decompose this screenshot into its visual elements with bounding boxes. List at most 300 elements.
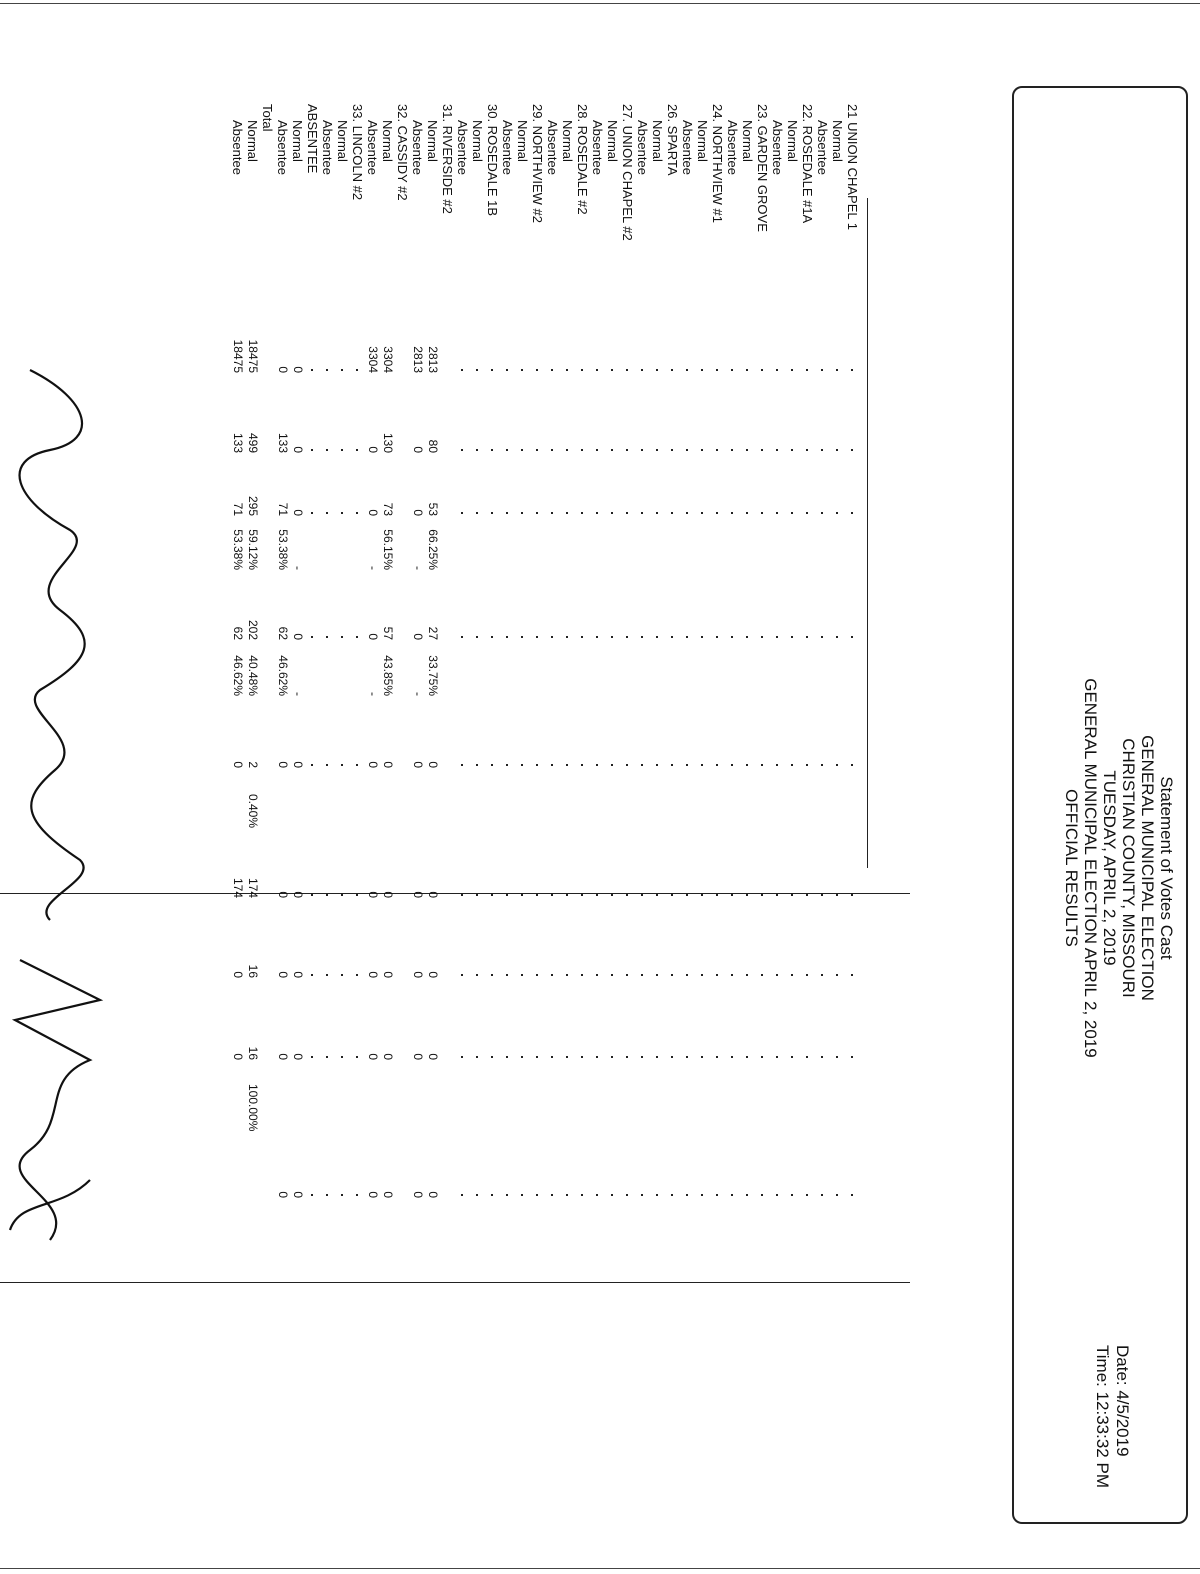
vote-cell: - — [291, 692, 305, 696]
empty-cell-dot — [311, 894, 313, 896]
empty-cell-dot — [491, 1194, 493, 1196]
empty-cell-dot — [626, 636, 628, 638]
empty-cell-dot — [701, 449, 703, 451]
empty-cell-dot — [326, 764, 328, 766]
empty-cell-dot — [506, 1194, 508, 1196]
vote-cell: 0 — [381, 1053, 395, 1060]
empty-cell-dot — [776, 369, 778, 371]
empty-cell-dot — [611, 764, 613, 766]
vote-cell: 16 — [246, 964, 260, 978]
empty-cell-dot — [806, 1056, 808, 1058]
vote-cell: 59.12% — [246, 529, 260, 570]
vote-cell: 0 — [231, 761, 245, 768]
report-title-line: OFFICIAL RESULTS — [1062, 789, 1081, 947]
empty-cell-dot — [701, 512, 703, 514]
empty-cell-dot — [686, 369, 688, 371]
row-sublabel: Absentee — [815, 120, 830, 175]
empty-cell-dot — [491, 764, 493, 766]
row-sublabel: Normal — [560, 120, 575, 162]
vote-cell: 0 — [411, 1191, 425, 1198]
vote-cell: 0 — [276, 1053, 290, 1060]
empty-cell-dot — [626, 894, 628, 896]
vote-cell: 73 — [381, 502, 395, 516]
empty-cell-dot — [596, 449, 598, 451]
empty-cell-dot — [626, 764, 628, 766]
empty-cell-dot — [761, 974, 763, 976]
empty-cell-dot — [356, 1194, 358, 1196]
empty-cell-dot — [326, 636, 328, 638]
empty-cell-dot — [356, 512, 358, 514]
vote-cell: 40.48% — [246, 655, 260, 696]
empty-cell-dot — [716, 449, 718, 451]
empty-cell-dot — [476, 449, 478, 451]
vote-cell: 53.38% — [231, 529, 245, 570]
empty-cell-dot — [776, 764, 778, 766]
precinct-name: Total — [260, 104, 275, 132]
empty-cell-dot — [791, 1194, 793, 1196]
empty-cell-dot — [671, 369, 673, 371]
row-sublabel: Absentee — [635, 120, 650, 175]
empty-cell-dot — [686, 1056, 688, 1058]
empty-cell-dot — [731, 894, 733, 896]
report-title-line: TUESDAY, APRIL 2, 2019 — [1100, 770, 1119, 966]
empty-cell-dot — [536, 636, 538, 638]
vote-cell: 0 — [381, 891, 395, 898]
empty-cell-dot — [626, 974, 628, 976]
empty-cell-dot — [596, 512, 598, 514]
row-sublabel: Normal — [335, 120, 350, 162]
empty-cell-dot — [851, 369, 853, 371]
empty-cell-dot — [521, 636, 523, 638]
empty-cell-dot — [476, 369, 478, 371]
empty-cell-dot — [506, 369, 508, 371]
empty-cell-dot — [656, 449, 658, 451]
vote-cell: 0 — [291, 971, 305, 978]
empty-cell-dot — [716, 894, 718, 896]
precinct-name: 23. GARDEN GROVE — [755, 104, 770, 232]
vote-cell: 0 — [426, 971, 440, 978]
vote-cell: 0 — [231, 971, 245, 978]
empty-cell-dot — [821, 894, 823, 896]
row-sublabel: Absentee — [365, 120, 380, 175]
report-timestamp — [1092, 1345, 1132, 1488]
empty-cell-dot — [716, 974, 718, 976]
empty-cell-dot — [611, 974, 613, 976]
empty-cell-dot — [746, 764, 748, 766]
empty-cell-dot — [776, 894, 778, 896]
empty-cell-dot — [476, 974, 478, 976]
vote-cell: 0 — [411, 446, 425, 453]
vote-cell: 0 — [366, 1191, 380, 1198]
empty-cell-dot — [341, 764, 343, 766]
empty-cell-dot — [851, 894, 853, 896]
vote-cell: 33.75% — [426, 655, 440, 696]
vote-cell: 27 — [426, 626, 440, 640]
empty-cell-dot — [836, 636, 838, 638]
empty-cell-dot — [476, 512, 478, 514]
empty-cell-dot — [461, 512, 463, 514]
empty-cell-dot — [851, 636, 853, 638]
empty-cell-dot — [551, 449, 553, 451]
empty-cell-dot — [806, 974, 808, 976]
empty-cell-dot — [701, 1194, 703, 1196]
row-sublabel: Normal — [605, 120, 620, 162]
vote-cell: 174 — [246, 877, 260, 898]
vote-cell: 2813 — [426, 346, 440, 373]
empty-cell-dot — [641, 512, 643, 514]
row-sublabel: Absentee — [725, 120, 740, 175]
row-sublabel: Absentee — [590, 120, 605, 175]
empty-cell-dot — [656, 1194, 658, 1196]
empty-cell-dot — [701, 1056, 703, 1058]
empty-cell-dot — [311, 764, 313, 766]
vote-cell: 133 — [231, 432, 245, 453]
empty-cell-dot — [731, 974, 733, 976]
empty-cell-dot — [536, 1056, 538, 1058]
empty-cell-dot — [461, 369, 463, 371]
empty-cell-dot — [551, 764, 553, 766]
empty-cell-dot — [836, 1056, 838, 1058]
empty-cell-dot — [551, 636, 553, 638]
empty-cell-dot — [761, 764, 763, 766]
empty-cell-dot — [686, 512, 688, 514]
row-sublabel: Absentee — [500, 120, 515, 175]
empty-cell-dot — [731, 1056, 733, 1058]
empty-cell-dot — [731, 764, 733, 766]
row-sublabel: Normal — [290, 120, 305, 162]
empty-cell-dot — [791, 974, 793, 976]
vote-cell: 0 — [426, 1191, 440, 1198]
vote-cell: 0 — [276, 366, 290, 373]
vote-cell: 71 — [231, 502, 245, 516]
vote-cell: 0 — [426, 761, 440, 768]
empty-cell-dot — [356, 369, 358, 371]
empty-cell-dot — [671, 512, 673, 514]
empty-cell-dot — [821, 636, 823, 638]
empty-cell-dot — [536, 894, 538, 896]
vote-cell: 295 — [246, 495, 260, 516]
empty-cell-dot — [821, 764, 823, 766]
empty-cell-dot — [836, 974, 838, 976]
vote-cell: 0 — [291, 1053, 305, 1060]
vote-cell: 0 — [291, 446, 305, 453]
empty-cell-dot — [596, 1056, 598, 1058]
empty-cell-dot — [806, 369, 808, 371]
empty-cell-dot — [686, 449, 688, 451]
row-sublabel: Normal — [380, 120, 395, 162]
empty-cell-dot — [716, 512, 718, 514]
empty-cell-dot — [641, 1056, 643, 1058]
empty-cell-dot — [461, 894, 463, 896]
empty-cell-dot — [581, 764, 583, 766]
empty-cell-dot — [686, 974, 688, 976]
empty-cell-dot — [761, 369, 763, 371]
vote-cell: 0 — [291, 366, 305, 373]
precinct-name: 21 UNION CHAPEL 1 — [845, 104, 860, 230]
vote-cell: 0 — [411, 1053, 425, 1060]
empty-cell-dot — [461, 974, 463, 976]
precinct-name: 26. SPARTA — [665, 104, 680, 176]
empty-cell-dot — [311, 449, 313, 451]
vote-cell: 18475 — [246, 339, 260, 373]
empty-cell-dot — [566, 1056, 568, 1058]
vote-cell: 0 — [276, 1191, 290, 1198]
vote-cell: 56.15% — [381, 529, 395, 570]
vote-cell: 0 — [411, 761, 425, 768]
vote-cell: 130 — [381, 432, 395, 453]
row-sublabel: Absentee — [680, 120, 695, 175]
empty-cell-dot — [536, 449, 538, 451]
vote-cell: 0 — [291, 633, 305, 640]
vote-cell: - — [366, 566, 380, 570]
vote-cell: 53 — [426, 502, 440, 516]
empty-cell-dot — [641, 764, 643, 766]
empty-cell-dot — [626, 369, 628, 371]
empty-cell-dot — [566, 1194, 568, 1196]
vote-cell: 0.40% — [246, 793, 260, 828]
empty-cell-dot — [326, 449, 328, 451]
empty-cell-dot — [311, 369, 313, 371]
vote-cell: 0 — [366, 971, 380, 978]
empty-cell-dot — [461, 764, 463, 766]
row-sublabel: Normal — [830, 120, 845, 162]
vote-cell: - — [411, 566, 425, 570]
empty-cell-dot — [671, 974, 673, 976]
empty-cell-dot — [836, 369, 838, 371]
empty-cell-dot — [611, 369, 613, 371]
empty-cell-dot — [746, 636, 748, 638]
empty-cell-dot — [356, 636, 358, 638]
vote-cell: 0 — [366, 509, 380, 516]
vote-cell: 0 — [411, 971, 425, 978]
empty-cell-dot — [566, 449, 568, 451]
report-title-line: CHRISTIAN COUNTY, MISSOURI — [1119, 738, 1138, 998]
row-sublabel: Absentee — [770, 120, 785, 175]
empty-cell-dot — [551, 1056, 553, 1058]
empty-cell-dot — [491, 512, 493, 514]
report-title-line: Statement of Votes Cast — [1157, 776, 1176, 960]
empty-cell-dot — [626, 1056, 628, 1058]
empty-cell-dot — [701, 894, 703, 896]
empty-cell-dot — [851, 974, 853, 976]
empty-cell-dot — [776, 1194, 778, 1196]
empty-cell-dot — [776, 1056, 778, 1058]
empty-cell-dot — [566, 894, 568, 896]
empty-cell-dot — [851, 764, 853, 766]
empty-cell-dot — [311, 1056, 313, 1058]
empty-cell-dot — [716, 369, 718, 371]
empty-cell-dot — [506, 974, 508, 976]
vote-cell: 66.25% — [426, 529, 440, 570]
vote-cell: 2813 — [411, 346, 425, 373]
empty-cell-dot — [491, 894, 493, 896]
empty-cell-dot — [521, 764, 523, 766]
empty-cell-dot — [641, 1194, 643, 1196]
empty-cell-dot — [836, 764, 838, 766]
empty-cell-dot — [686, 1194, 688, 1196]
empty-cell-dot — [356, 1056, 358, 1058]
precinct-name: 32. CASSIDY #2 — [395, 104, 410, 201]
vote-cell: 0 — [291, 509, 305, 516]
vote-cell: 0 — [276, 891, 290, 898]
clerk-signature — [0, 360, 110, 1260]
precinct-name: 22. ROSEDALE #1A — [800, 104, 815, 224]
vote-cell: 16 — [246, 1046, 260, 1060]
empty-cell-dot — [656, 369, 658, 371]
empty-cell-dot — [671, 764, 673, 766]
vote-cell: 2 — [246, 761, 260, 768]
empty-cell-dot — [566, 764, 568, 766]
empty-cell-dot — [761, 1056, 763, 1058]
precinct-name: 28. ROSEDALE #2 — [575, 104, 590, 215]
vote-cell: 0 — [381, 761, 395, 768]
vote-cell: 57 — [381, 626, 395, 640]
empty-cell-dot — [476, 764, 478, 766]
row-sublabel: Absentee — [275, 120, 290, 175]
empty-cell-dot — [551, 369, 553, 371]
empty-cell-dot — [461, 1056, 463, 1058]
empty-cell-dot — [746, 1194, 748, 1196]
empty-cell-dot — [341, 894, 343, 896]
empty-cell-dot — [821, 1194, 823, 1196]
empty-cell-dot — [611, 894, 613, 896]
empty-cell-dot — [521, 974, 523, 976]
empty-cell-dot — [566, 974, 568, 976]
empty-cell-dot — [746, 449, 748, 451]
vote-cell: 43.85% — [381, 655, 395, 696]
row-sublabel: Normal — [425, 120, 440, 162]
row-sublabel: Absentee — [320, 120, 335, 175]
empty-cell-dot — [341, 974, 343, 976]
empty-cell-dot — [476, 1194, 478, 1196]
empty-cell-dot — [326, 1194, 328, 1196]
vote-cell: 46.62% — [276, 655, 290, 696]
report-time: Time: 12:33:32 PM — [1093, 1345, 1112, 1488]
empty-cell-dot — [491, 1056, 493, 1058]
empty-cell-dot — [716, 1194, 718, 1196]
vote-cell: 0 — [426, 891, 440, 898]
vote-cell: 0 — [411, 633, 425, 640]
precinct-name: 29. NORTHVIEW #2 — [530, 104, 545, 223]
row-sublabel: Normal — [515, 120, 530, 162]
empty-cell-dot — [671, 1056, 673, 1058]
empty-cell-dot — [521, 894, 523, 896]
empty-cell-dot — [596, 764, 598, 766]
empty-cell-dot — [686, 764, 688, 766]
empty-cell-dot — [791, 636, 793, 638]
empty-cell-dot — [851, 449, 853, 451]
vote-cell: 80 — [426, 439, 440, 453]
empty-cell-dot — [326, 512, 328, 514]
empty-cell-dot — [506, 1056, 508, 1058]
empty-cell-dot — [581, 512, 583, 514]
empty-cell-dot — [341, 449, 343, 451]
row-sublabel: Normal — [245, 120, 260, 162]
empty-cell-dot — [596, 1194, 598, 1196]
empty-cell-dot — [656, 636, 658, 638]
precinct-name: 33. LINCOLN #2 — [350, 104, 365, 201]
empty-cell-dot — [761, 894, 763, 896]
vote-cell: 0 — [366, 633, 380, 640]
precinct-name: 31. RIVERSIDE #2 — [440, 104, 455, 214]
report-date: Date: 4/5/2019 — [1113, 1345, 1132, 1457]
precinct-name: 27. UNION CHAPEL #2 — [620, 104, 635, 241]
empty-cell-dot — [506, 449, 508, 451]
empty-cell-dot — [596, 636, 598, 638]
empty-cell-dot — [476, 894, 478, 896]
empty-cell-dot — [731, 369, 733, 371]
empty-cell-dot — [701, 764, 703, 766]
empty-cell-dot — [491, 974, 493, 976]
empty-cell-dot — [596, 974, 598, 976]
empty-cell-dot — [356, 764, 358, 766]
empty-cell-dot — [551, 512, 553, 514]
empty-cell-dot — [761, 449, 763, 451]
empty-cell-dot — [701, 636, 703, 638]
report-title-line: GENERAL MUNICIPAL ELECTION — [1138, 735, 1157, 1001]
empty-cell-dot — [791, 512, 793, 514]
vote-cell: 62 — [276, 626, 290, 640]
empty-cell-dot — [761, 636, 763, 638]
vote-cell: 100.00% — [246, 1084, 260, 1132]
empty-cell-dot — [536, 512, 538, 514]
empty-cell-dot — [311, 1194, 313, 1196]
empty-cell-dot — [806, 1194, 808, 1196]
vote-cell: 0 — [426, 1053, 440, 1060]
empty-cell-dot — [641, 369, 643, 371]
empty-cell-dot — [626, 1194, 628, 1196]
row-sublabel: Absentee — [455, 120, 470, 175]
empty-cell-dot — [341, 1194, 343, 1196]
empty-cell-dot — [521, 1056, 523, 1058]
empty-cell-dot — [806, 894, 808, 896]
empty-cell-dot — [491, 449, 493, 451]
empty-cell-dot — [536, 369, 538, 371]
empty-cell-dot — [656, 974, 658, 976]
empty-cell-dot — [791, 894, 793, 896]
precinct-name: 24. NORTHVIEW #1 — [710, 104, 725, 223]
empty-cell-dot — [476, 636, 478, 638]
vote-cell: 0 — [366, 891, 380, 898]
row-sublabel: Absentee — [230, 120, 245, 175]
empty-cell-dot — [506, 512, 508, 514]
empty-cell-dot — [491, 636, 493, 638]
vote-data-area — [0, 104, 1200, 1204]
vote-cell: 0 — [381, 971, 395, 978]
vote-cell: 0 — [411, 509, 425, 516]
empty-cell-dot — [821, 449, 823, 451]
empty-cell-dot — [356, 449, 358, 451]
empty-cell-dot — [821, 512, 823, 514]
empty-cell-dot — [326, 974, 328, 976]
empty-cell-dot — [311, 512, 313, 514]
empty-cell-dot — [746, 369, 748, 371]
empty-cell-dot — [821, 974, 823, 976]
empty-cell-dot — [851, 1056, 853, 1058]
empty-cell-dot — [611, 449, 613, 451]
vote-cell: 0 — [291, 761, 305, 768]
empty-cell-dot — [506, 894, 508, 896]
vote-cell: 53.38% — [276, 529, 290, 570]
empty-cell-dot — [356, 894, 358, 896]
empty-cell-dot — [731, 512, 733, 514]
vote-cell: 174 — [231, 877, 245, 898]
empty-cell-dot — [701, 974, 703, 976]
empty-cell-dot — [581, 1056, 583, 1058]
empty-cell-dot — [581, 636, 583, 638]
empty-cell-dot — [311, 636, 313, 638]
empty-cell-dot — [671, 894, 673, 896]
